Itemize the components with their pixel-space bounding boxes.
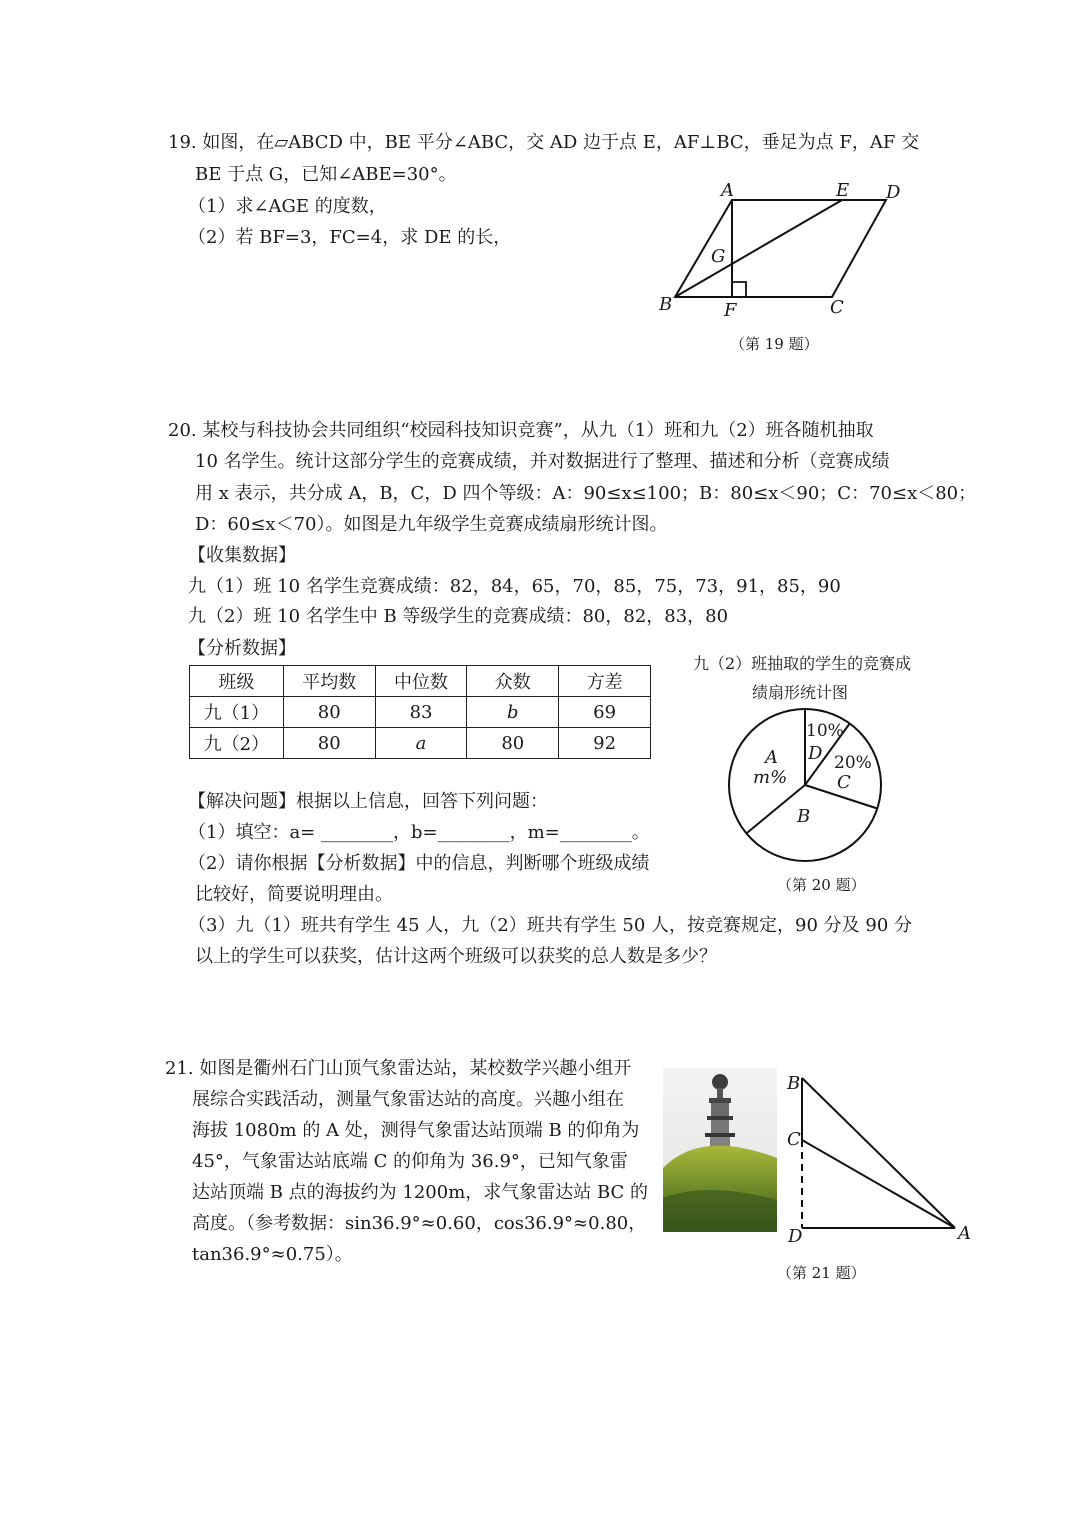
table-header-cell: 班级 (190, 666, 284, 697)
q19-line1: 19. 如图，在▱ABCD 中，BE 平分∠ABC，交 AD 边于点 E，AF⊥BC，垂足为点 F，AF 交 (168, 132, 920, 153)
q21-label-c: C (787, 1129, 801, 1150)
q19-label-g: G (711, 246, 726, 267)
q21-label-b: B (787, 1073, 801, 1094)
q20-s3a: （3）九（1）班共有学生 45 人，九（2）班共有学生 50 人，按竞赛规定，90 分及 90 分 (188, 915, 913, 936)
pie-title-line2: 绩扇形统计图 (752, 683, 849, 702)
q19-line2: BE 于点 G，已知∠ABE=30°。 (195, 164, 457, 185)
q20-line3: 用 x 表示，共分成 A，B，C，D 四个等级：A：90≤x≤100；B：80≤x＜90；C：70≤x＜80； (195, 483, 977, 504)
q20-solve-heading: 【解决问题】根据以上信息，回答下列问题： (188, 791, 548, 812)
table-cell: 92 (559, 728, 651, 759)
q19-label-a: A (721, 180, 734, 201)
table-cell: 83 (375, 697, 467, 728)
q20-collect1: 九（1）班 10 名学生竞赛成绩：82，84，65，70，85，75，73，91，85，90 (188, 576, 841, 597)
table-header-cell: 方差 (559, 666, 651, 697)
q20-line1: 20. 某校与科技协会共同组织“校园科技知识竞赛”，从九（1）班和九（2）班各随机抽取 (168, 420, 874, 441)
q20-s1: （1）填空：a= ________，b=________，m=________。 (188, 822, 650, 843)
table-header-cell: 中位数 (375, 666, 467, 697)
q19-part2: （2）若 BF=3，FC=4，求 DE 的长， (188, 227, 512, 248)
q19-label-b: B (659, 294, 673, 315)
q20-s2b: 比较好，简要说明理由。 (195, 884, 393, 905)
q19-caption: （第 19 题） (730, 335, 819, 353)
q19-part1: （1）求∠AGE 的度数， (188, 196, 387, 217)
table-cell: 九（2） (190, 728, 284, 759)
q19-label-e: E (836, 180, 850, 201)
q20-analyze-heading: 【分析数据】 (188, 638, 296, 659)
table-cell: 69 (559, 697, 651, 728)
table-header-cell: 平均数 (283, 666, 375, 697)
table-header-cell: 众数 (467, 666, 559, 697)
q20-line4: D：60≤x＜70）。如图是九年级学生竞赛成绩扇形统计图。 (195, 514, 668, 535)
q19-label-d: D (886, 182, 901, 203)
q21-line6: 高度。（参考数据：sin36.9°≈0.60，cos36.9°≈0.80， (192, 1213, 647, 1234)
q21-line1: 21. 如图是衢州石门山顶气象雷达站，某校数学兴趣小组开 (165, 1058, 632, 1079)
table-cell: 80 (283, 728, 375, 759)
q21-label-a: A (958, 1223, 971, 1244)
q21-line4: 45°，气象雷达站底端 C 的仰角为 36.9°，已知气象雷 (192, 1151, 628, 1172)
table-cell: 九（1） (190, 697, 284, 728)
table-cell: b (467, 697, 559, 728)
pie-slice-b-label: B (797, 806, 811, 827)
table-cell: 80 (283, 697, 375, 728)
table-cell: 80 (467, 728, 559, 759)
pie-slice-d-label: D (808, 743, 823, 764)
q21-caption: （第 21 题） (777, 1264, 866, 1282)
q20-caption: （第 20 题） (777, 876, 866, 894)
q20-collect-heading: 【收集数据】 (188, 545, 296, 566)
q19-label-c: C (830, 297, 844, 318)
q19-label-f: F (724, 300, 737, 321)
pie-slice-d-value: 10% (806, 721, 844, 741)
pie-title-line1: 九（2）班抽取的学生的竞赛成 (693, 654, 912, 673)
pie-slice-a-value: m% (753, 767, 788, 788)
q20-s2a: （2）请你根据【分析数据】中的信息，判断哪个班级成绩 (188, 853, 650, 874)
q21-line3: 海拔 1080m 的 A 处，测得气象雷达站顶端 B 的仰角为 (192, 1120, 640, 1141)
pie-slice-a-label: A (765, 747, 778, 768)
table-cell: a (375, 728, 467, 759)
q21-line5: 达站顶端 B 点的海拔约为 1200m，求气象雷达站 BC 的 (192, 1182, 649, 1203)
q20-s3b: 以上的学生可以获奖，估计这两个班级可以获奖的总人数是多少？ (195, 946, 717, 967)
q20-collect2: 九（2）班 10 名学生中 B 等级学生的竞赛成绩：80，82，83，80 (188, 606, 729, 627)
q21-line7: tan36.9°≈0.75）。 (192, 1244, 353, 1265)
pie-slice-c-value: 20% (834, 753, 872, 773)
pie-slice-c-label: C (837, 772, 851, 793)
q20-line2: 10 名学生。统计这部分学生的竞赛成绩，并对数据进行了整理、描述和分析（竞赛成绩 (195, 451, 890, 472)
q21-label-d: D (788, 1226, 803, 1247)
q21-line2: 展综合实践活动，测量气象雷达站的高度。兴趣小组在 (192, 1089, 624, 1110)
